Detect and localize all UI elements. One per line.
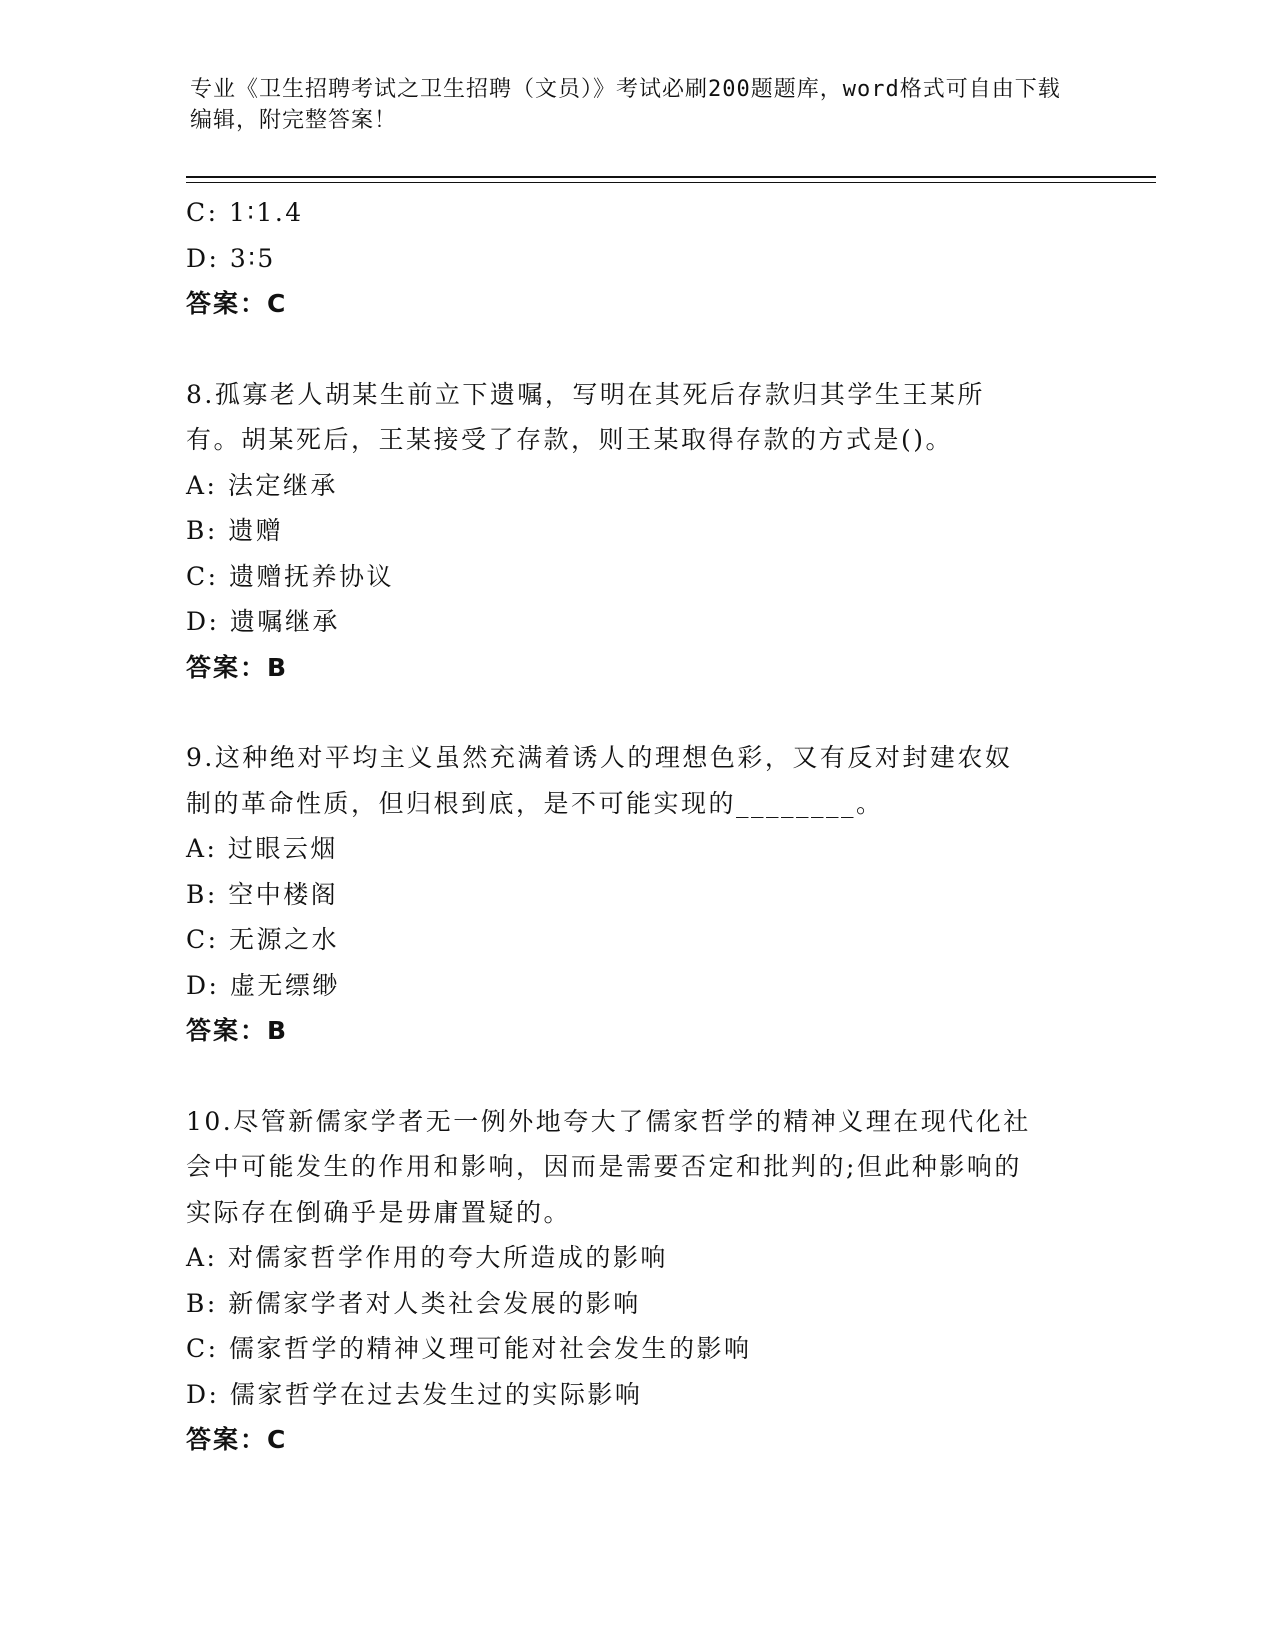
question-stem: 10.尽管新儒家学者无一例外地夸大了儒家哲学的精神义理在现代化社会中可能发生的作用和影响，因而是需要否定和批判的;但此种影响的实际存在倒确乎是毋庸置疑的。	[186, 1106, 1031, 1227]
option-d: D: 3∶5	[186, 243, 276, 273]
question-stem: 8.孤寡老人胡某生前立下遗嘱，写明在其死后存款归其学生王某所有。胡某死后，王某接受了存款，则王某取得存款的方式是()。	[186, 379, 985, 454]
option-a: A: 过眼云烟	[186, 834, 338, 863]
option-d: D: 虚无缥缈	[186, 970, 340, 1000]
question-8	[186, 372, 1086, 691]
option-c: C: 1∶1.4	[186, 198, 304, 227]
header-rule-thin	[186, 182, 1156, 183]
question-stem: 9.这种绝对平均主义虽然充满着诱人的理想色彩，又有反对封建农奴制的革命性质，但归根到底，是不可能实现的________。	[186, 743, 1013, 818]
option-a: A: 对儒家哲学作用的夸大所造成的影响	[186, 1243, 668, 1272]
question-9	[186, 735, 1086, 1054]
option-b: B: 遗赠	[186, 516, 284, 545]
option-b: B: 新儒家学者对人类社会发展的影响	[186, 1288, 641, 1318]
answer: 答案：C	[186, 1425, 288, 1454]
answer: 答案：B	[186, 652, 289, 682]
option-b: B: 空中楼阁	[186, 879, 339, 909]
option-c: C: 遗赠抚养协议	[186, 561, 394, 591]
option-c: C: 儒家哲学的精神义理可能对社会发生的影响	[186, 1334, 752, 1363]
answer: 答案：B	[186, 1016, 289, 1045]
header-rule-thick	[186, 176, 1156, 178]
option-a: A: 法定继承	[186, 470, 338, 500]
answer: 答案：C	[186, 289, 288, 318]
question-7-tail	[186, 190, 1086, 327]
question-10	[186, 1099, 1086, 1463]
option-c: C: 无源之水	[186, 925, 339, 954]
question-list	[186, 190, 1086, 1463]
option-d: D: 遗嘱继承	[186, 607, 340, 636]
option-d: D: 儒家哲学在过去发生过的实际影响	[186, 1379, 643, 1409]
page-header: 专业《卫生招聘考试之卫生招聘（文员）》考试必刷200题题库，word格式可自由下载编辑，附完整答案！	[190, 77, 1061, 133]
